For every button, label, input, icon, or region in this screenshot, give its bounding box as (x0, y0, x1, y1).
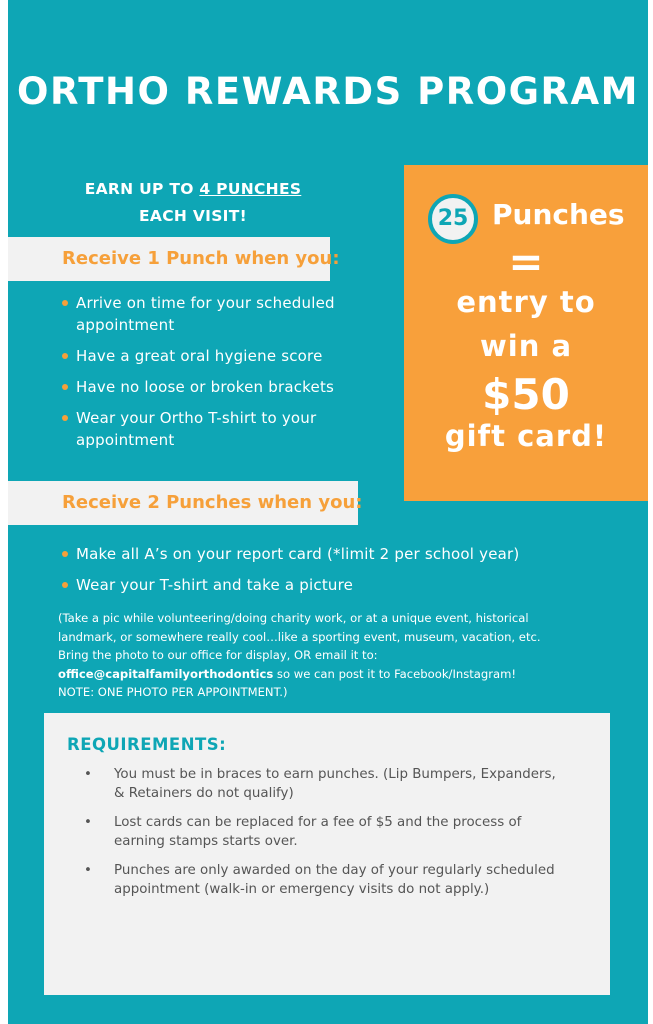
list-item: • Punches are only awarded on the day of your regularly scheduled appointment (walk-in or emergency visits do not apply.) (84, 861, 564, 899)
rewards-flyer (8, 0, 648, 1024)
promo-box (404, 165, 648, 501)
promo-gift-card: gift card! (444, 419, 608, 453)
list-item: Wear your Ortho T-shirt to your appointment (62, 407, 372, 451)
one-punch-list (62, 292, 372, 460)
requirements-box (44, 713, 610, 995)
earn-up-to-text (48, 176, 338, 230)
punch-count-circle: 25 (428, 194, 478, 244)
one-punch-heading-band (8, 237, 340, 281)
list-item: Arrive on time for your scheduled appointment (62, 292, 372, 336)
photo-note: (Take a pic while volunteering/doing charity work, or at a unique event, historical landmark, or somewhere really cool…like a sporting event, museum, vacation, etc. Bring the photo to our office for display, OR email it to: office@capitalfamilyorthodontics so we can post it to Facebook/Instagram! NOTE: ONE PHOTO PER APPOINTMENT.) (58, 611, 541, 700)
promo-entry: entry to (456, 285, 596, 319)
promo-win: win a (479, 329, 573, 363)
earn-each-visit: EACH VISIT! (139, 207, 247, 225)
list-item: • You must be in braces to earn punches. (Lip Bumpers, Expanders, & Retainers do not qualify) (84, 765, 564, 803)
earn-prefix: EARN UP TO (84, 180, 200, 198)
earn-punches-emphasis: 4 PUNCHES (199, 180, 302, 198)
two-punch-heading: Receive 2 Punches when you: (62, 492, 363, 513)
promo-amount: $50 (482, 370, 570, 419)
one-punch-heading: Receive 1 Punch when you: (62, 248, 340, 269)
promo-punches: Punches (492, 198, 625, 231)
list-item: Wear your T-shirt and take a picture (62, 574, 582, 596)
list-item: • Lost cards can be replaced for a fee of $5 and the process of earning stamps starts over. (84, 813, 564, 851)
requirements-list (84, 765, 564, 909)
office-email: office@capitalfamilyorthodontics (58, 666, 274, 681)
promo-equals: = (508, 237, 544, 286)
requirements-heading: REQUIREMENTS: (67, 735, 227, 754)
two-punch-heading-band (8, 481, 363, 525)
list-item: Make all A’s on your report card (*limit 2 per school year) (62, 543, 582, 565)
two-punch-list (62, 543, 582, 605)
list-item: Have a great oral hygiene score (62, 345, 372, 367)
list-item: Have no loose or broken brackets (62, 376, 372, 398)
page-title: ORTHO REWARDS PROGRAM (17, 70, 639, 113)
